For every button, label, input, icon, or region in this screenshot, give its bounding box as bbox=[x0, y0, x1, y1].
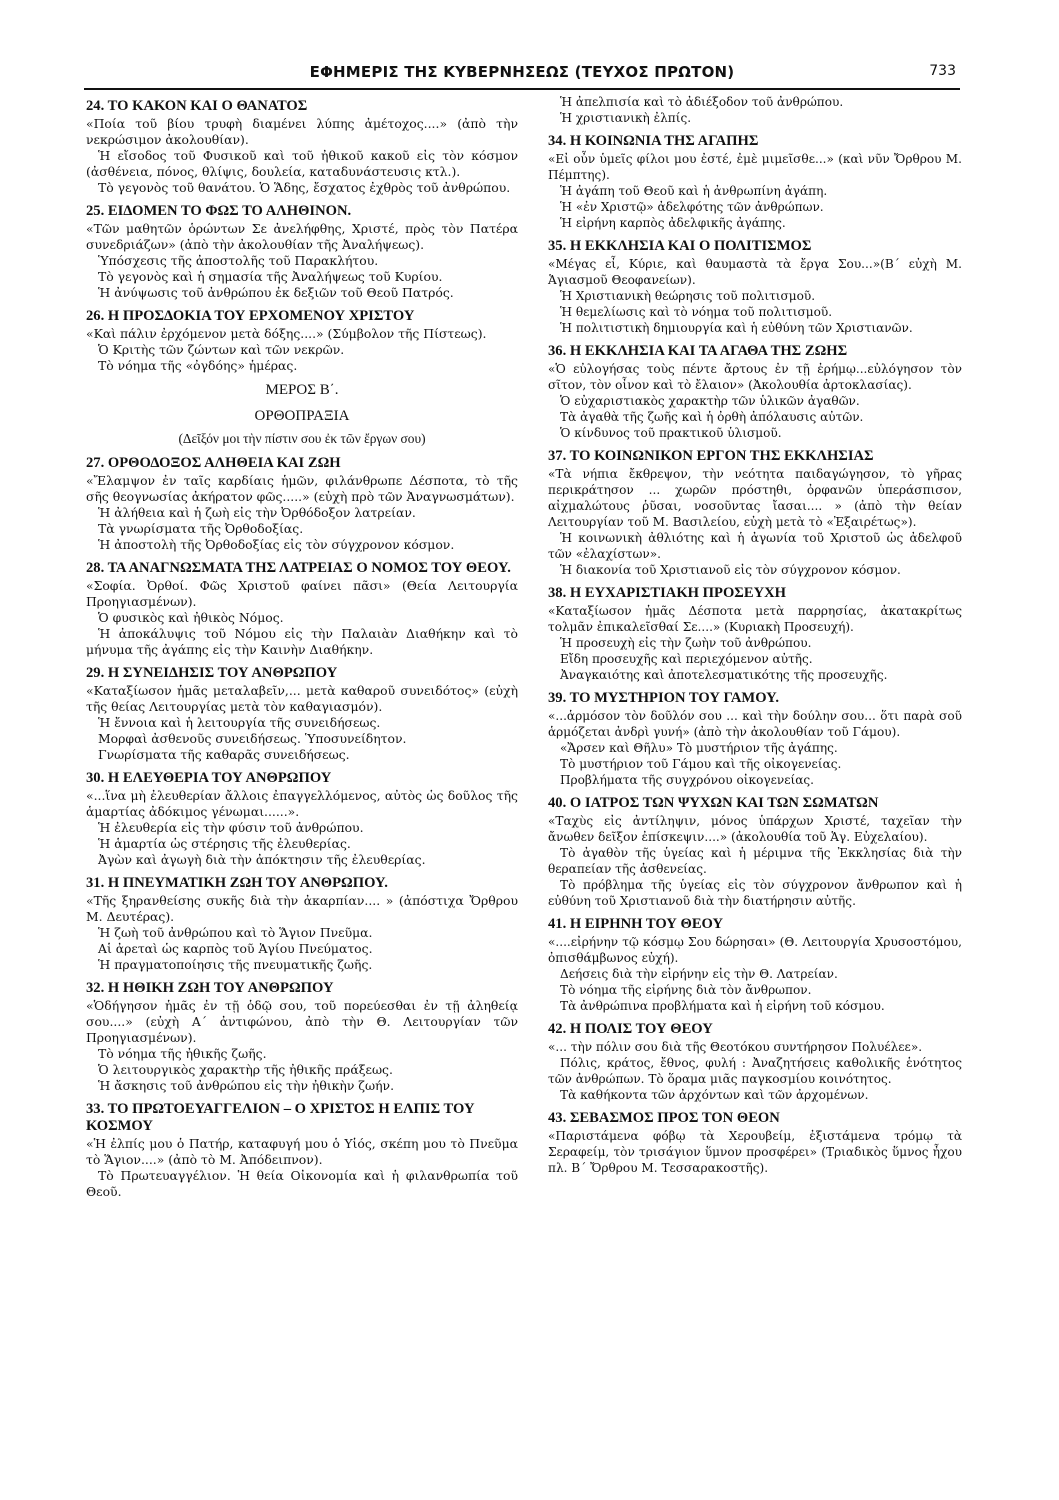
section-heading: 41. Η ΕΙΡΗΝΗ ΤΟΥ ΘΕΟΥ bbox=[548, 916, 724, 932]
quote-paragraph: «Καὶ πάλιν ἐρχόμενον μετὰ δόξης....» (Σύμβολον τῆς Πίστεως). bbox=[86, 326, 487, 341]
page-number: 733 bbox=[929, 63, 956, 79]
topic-line: Ἡ ἀποκάλυψις τοῦ Νόμου εἰς τὴν Παλαιὰν Διαθήκην καὶ τὸ μήνυμα τῆς ἀγάπης εἰς τὴν Καινὴν Διαθήκην. bbox=[86, 626, 518, 657]
section-heading: 43. ΣΕΒΑΣΜΟΣ ΠΡΟΣ ΤΟΝ ΘΕΟΝ bbox=[548, 1110, 780, 1126]
section-heading: 30. Η ΕΛΕΥΘΕΡΙΑ ΤΟΥ ΑΝΘΡΩΠΟΥ bbox=[86, 770, 332, 786]
topic-line: Πόλις, κράτος, ἔθνος, φυλή : Ἀναζητήσεις καθολικῆς ἑνότητος τῶν ἀνθρώπων. Τὸ ὅραμα μιᾶς παγκοσμίου κοινότητος. bbox=[548, 1056, 962, 1086]
topic-line: Ὑπόσχεσις τῆς ἀποστολῆς τοῦ Παρακλήτου. bbox=[98, 253, 379, 268]
quote-paragraph: «Παριστάμενα φόβῳ τὰ Χερουβείμ, ἐξιστάμενα τρόμῳ τὰ Σεραφείμ, τὸν τρισάγιον ὕμνον προσφέρει» (Τριαδικὸς ὕμνος ἦχου πλ. Β΄ Ὄρθρου Μ. Τεσσαρακοστῆς). bbox=[548, 1129, 962, 1175]
quote-paragraph: «Τῆς ξηρανθείσης συκῆς διὰ τὴν ἀκαρπίαν.... » (ἀπόστιχα Ὄρθρου Μ. Δευτέρας). bbox=[86, 893, 518, 924]
section-heading: 32. Η ΗΘΙΚΗ ΖΩΗ ΤΟΥ ΑΝΘΡΩΠΟΥ bbox=[86, 980, 334, 996]
quote-paragraph: «Ὁδήγησον ἡμᾶς ἐν τῇ ὁδῷ σου, τοῦ πορεύεσθαι ἐν τῇ ἀληθείᾳ σου....» (εὐχὴ Α΄ ἀντιφώνου, ἀπὸ τὴν Θ. Λειτουργίαν τῶν Προηγιασμένων). bbox=[86, 998, 518, 1045]
topic-line: «Ἄρσεν καὶ Θῆλυ» Τὸ μυστήριον τῆς ἀγάπης. bbox=[560, 741, 838, 755]
topic-line: Ὁ φυσικὸς καὶ ἠθικὸς Νόμος. bbox=[98, 610, 284, 625]
topic-line: Ἡ πραγματοποίησις τῆς πνευματικῆς ζωῆς. bbox=[98, 957, 373, 972]
quote-paragraph: «Ἔλαμψον ἐν ταῖς καρδίαις ἡμῶν, φιλάνθρωπε Δέσποτα, τὸ τῆς σῆς θεογνωσίας ἀκήρατον φῶς.....» (εὐχὴ πρὸ τῶν Ἀναγνωσμάτων). bbox=[86, 473, 518, 504]
topic-line: Ἡ ἀποστολὴ τῆς Ὀρθοδοξίας εἰς τὸν σύγχρονον κόσμον. bbox=[98, 537, 455, 552]
section-heading: 38. Η ΕΥΧΑΡΙΣΤΙΑΚΗ ΠΡΟΣΕΥΧΗ bbox=[548, 585, 787, 601]
topic-line: Ἡ «ἐν Χριστῷ» ἀδελφότης τῶν ἀνθρώπων. bbox=[560, 200, 824, 214]
topic-line: Τὸ μυστήριον τοῦ Γάμου καὶ τῆς οἰκογενείας. bbox=[560, 757, 842, 771]
section-heading: 34. Η ΚΟΙΝΩΝΙΑ ΤΗΣ ΑΓΑΠΗΣ bbox=[548, 133, 759, 149]
quote-paragraph: «Εἰ οὖν ὑμεῖς φίλοι μου ἐστέ, ἐμὲ μιμεῖσθε...» (καὶ νῦν Ὄρθρου Μ. Πέμπτης). bbox=[548, 152, 962, 182]
topic-line: Ἡ εἰρήνη καρπὸς ἀδελφικῆς ἀγάπης. bbox=[560, 216, 786, 230]
topic-line: Τὰ ἀνθρώπινα προβλήματα καὶ ἡ εἰρήνη τοῦ κόσμου. bbox=[560, 999, 885, 1013]
topic-line: Ἡ ἀλήθεια καὶ ἡ ζωὴ εἰς τὴν Ὀρθόδοξον λατρείαν. bbox=[98, 505, 416, 520]
section-heading: 42. Η ΠΟΛΙΣ ΤΟΥ ΘΕΟΥ bbox=[548, 1021, 713, 1037]
centered-heading: ΜΕΡΟΣ Β΄. bbox=[265, 382, 339, 398]
header-rule bbox=[84, 88, 960, 90]
page-header bbox=[84, 62, 960, 86]
topic-line: Τὰ ἀγαθὰ τῆς ζωῆς καὶ ἡ ὀρθὴ ἀπόλαυσις αὐτῶν. bbox=[560, 410, 864, 424]
quote-paragraph: «Τῶν μαθητῶν ὁρώντων Σε ἀνελήφθης, Χριστέ, πρὸς τὸν Πατέρα συνεδριάζων» (ἀπὸ τὴν ἀκολουθίαν τῆς Ἀναλήψεως). bbox=[86, 221, 518, 252]
section-heading: 40. Ο ΙΑΤΡΟΣ ΤΩΝ ΨΥΧΩΝ ΚΑΙ ΤΩΝ ΣΩΜΑΤΩΝ bbox=[548, 795, 879, 811]
section-heading: 36. Η ΕΚΚΛΗΣΙΑ ΚΑΙ ΤΑ ΑΓΑΘΑ ΤΗΣ ΖΩΗΣ bbox=[548, 343, 848, 359]
topic-line: Ἡ κοινωνικὴ ἀθλιότης καὶ ἡ ἀγωνία τοῦ Χριστοῦ ὡς ἀδελφοῦ τῶν «ἐλαχίστων». bbox=[548, 531, 962, 561]
topic-line: Ἀναγκαιότης καὶ ἀποτελεσματικότης τῆς προσευχῆς. bbox=[560, 668, 888, 682]
topic-line: Αἱ ἀρεταὶ ὡς καρπὸς τοῦ Ἁγίου Πνεύματος. bbox=[98, 941, 373, 956]
topic-line: Προβλήματα τῆς συγχρόνου οἰκογενείας. bbox=[560, 773, 815, 787]
topic-line: Ἡ ἐλευθερία εἰς τὴν φύσιν τοῦ ἀνθρώπου. bbox=[98, 820, 364, 835]
topic-line: Ἡ ἀνύψωσις τοῦ ἀνθρώπου ἐκ δεξιῶν τοῦ Θεοῦ Πατρός. bbox=[98, 285, 454, 300]
quote-paragraph: «Καταξίωσον ἡμᾶς Δέσποτα μετὰ παρρησίας, ἀκατακρίτως τολμᾶν ἐπικαλεῖσθαί Σε....» (Κυριακὴ Προσευχή). bbox=[548, 604, 962, 634]
topic-line: Ἡ Χριστιανικὴ θεώρησις τοῦ πολιτισμοῦ. bbox=[560, 289, 816, 303]
topic-line: Ὁ εὐχαριστιακὸς χαρακτὴρ τῶν ὑλικῶν ἀγαθῶν. bbox=[560, 394, 860, 408]
quote-paragraph: «....εἰρήνην τῷ κόσμῳ Σου δώρησαι» (Θ. Λειτουργία Χρυσοστόμου, ὀπισθάμβωνος εὐχή). bbox=[548, 935, 962, 965]
section-heading: 29. Η ΣΥΝΕΙΔΗΣΙΣ ΤΟΥ ΑΝΘΡΩΠΟΥ bbox=[86, 665, 338, 681]
right-column bbox=[548, 94, 962, 1176]
section-heading: 35. Η ΕΚΚΛΗΣΙΑ ΚΑΙ Ο ΠΟΛΙΤΙΣΜΟΣ bbox=[548, 238, 812, 254]
topic-line: Τὸ νόημα τῆς ἠθικῆς ζωῆς. bbox=[98, 1046, 267, 1061]
section-heading: 27. ΟΡΘΟΔΟΞΟΣ ΑΛΗΘΕΙΑ ΚΑΙ ΖΩΗ bbox=[86, 455, 341, 471]
topic-line: Τὰ καθήκοντα τῶν ἀρχόντων καὶ τῶν ἀρχομένων. bbox=[560, 1088, 869, 1102]
centered-heading: ΟΡΘΟΠΡΑΞΙΑ bbox=[254, 408, 350, 424]
quote-paragraph: «...ἁρμόσον τὸν δοῦλόν σου ... καὶ τὴν δούλην σου... ὅτι παρὰ σοῦ ἁρμόζεται ἀνδρὶ γυνή» (ἀπὸ τὴν ἀκολουθίαν τοῦ Γάμου). bbox=[548, 709, 962, 739]
section-heading: 31. Η ΠΝΕΥΜΑΤΙΚΗ ΖΩΗ ΤΟΥ ΑΝΘΡΩΠΟΥ. bbox=[86, 875, 388, 891]
topic-line: Τὸ πρόβλημα τῆς ὑγείας εἰς τὸν σύγχρονον ἄνθρωπον καὶ ἡ εὐθύνη τοῦ Χριστιανοῦ διὰ τὴν διατήρησιν αὐτῆς. bbox=[548, 878, 962, 908]
quote-paragraph: «Μέγας εἶ, Κύριε, καὶ θαυμαστὰ τὰ ἔργα Σου...»(Β΄ εὐχὴ Μ. Ἁγιασμοῦ Θεοφανείων). bbox=[548, 257, 962, 287]
section-heading: 39. ΤΟ ΜΥΣΤΗΡΙΟΝ ΤΟΥ ΓΑΜΟΥ. bbox=[548, 690, 780, 706]
topic-line: Ἡ ἀγάπη τοῦ Θεοῦ καὶ ἡ ἀνθρωπίνη ἀγάπη. bbox=[560, 184, 828, 198]
topic-line: Μορφαὶ ἀσθενοῦς συνειδήσεως. Ὑποσυνείδητον. bbox=[98, 731, 407, 746]
topic-line: Ἡ θεμελίωσις καὶ τὸ νόημα τοῦ πολιτισμοῦ. bbox=[560, 305, 833, 319]
topic-line: Τὸ νόημα τῆς εἰρήνης διὰ τὸν ἄνθρωπον. bbox=[560, 983, 812, 997]
quote-paragraph: «Καταξίωσον ἡμᾶς μεταλαβεῖν,... μετὰ καθαροῦ συνειδότος» (εὐχὴ τῆς θείας Λειτουργίας μετὰ τὸν καθαγιασμόν). bbox=[86, 683, 518, 714]
topic-line: Τὸ γεγονὸς τοῦ θανάτου. Ὁ Ἅδης, ἔσχατος ἐχθρὸς τοῦ ἀνθρώπου. bbox=[98, 180, 511, 195]
section-heading: 26. Η ΠΡΟΣΔΟΚΙΑ ΤΟΥ ΕΡΧΟΜΕΝΟΥ ΧΡΙΣΤΟΥ bbox=[86, 308, 415, 324]
topic-line: Γνωρίσματα τῆς καθαρᾶς συνειδήσεως. bbox=[98, 747, 350, 762]
topic-line: Εἴδη προσευχῆς καὶ περιεχόμενον αὐτῆς. bbox=[560, 652, 813, 666]
topic-line: Τὸ Πρωτευαγγέλιον. Ἡ θεία Οἰκονομία καὶ ἡ φιλανθρωπία τοῦ Θεοῦ. bbox=[86, 1168, 518, 1199]
quote-paragraph: «...ἵνα μὴ ἐλευθερίαν ἄλλοις ἐπαγγελλόμενος, αὐτὸς ὡς δοῦλος τῆς ἁμαρτίας ἀδόκιμος γένωμαι......». bbox=[86, 788, 518, 819]
topic-line: Τὸ γεγονὸς καὶ ἡ σημασία τῆς Ἀναλήψεως τοῦ Κυρίου. bbox=[98, 269, 443, 284]
gazette-title: ΕΦΗΜΕΡΙΣ ΤΗΣ ΚΥΒΕΡΝΗΣΕΩΣ (ΤΕΥΧΟΣ ΠΡΩΤΟΝ) bbox=[309, 63, 735, 81]
quote-paragraph: «Ποία τοῦ βίου τρυφὴ διαμένει λύπης ἀμέτοχος....» (ἀπὸ τὴν νεκρώσιμον ἀκολουθίαν). bbox=[86, 116, 518, 147]
section-heading: 24. ΤΟ ΚΑΚΟΝ ΚΑΙ Ο ΘΑΝΑΤΟΣ bbox=[86, 98, 308, 114]
topic-line: Τὸ νόημα τῆς «ὀγδόης» ἡμέρας. bbox=[98, 358, 298, 373]
quote-paragraph: «Ὁ εὐλογήσας τοὺς πέντε ἄρτους ἐν τῇ ἐρήμῳ...εὐλόγησον τὸν σῖτον, τὸν οἶνον καὶ τὸ ἔλαιον» (Ἀκολουθία ἀρτοκλασίας). bbox=[548, 362, 962, 392]
quote-paragraph: «Ἡ ἐλπίς μου ὁ Πατήρ, καταφυγή μου ὁ Υἱός, σκέπη μου τὸ Πνεῦμα τὸ Ἅγιον....» (ἀπὸ τὸ Μ. Ἀπόδειπνον). bbox=[86, 1136, 518, 1167]
topic-line: Ἡ ζωὴ τοῦ ἀνθρώπου καὶ τὸ Ἅγιον Πνεῦμα. bbox=[98, 925, 373, 940]
left-column bbox=[86, 94, 518, 1200]
topic-line: Ἡ ἄσκησις τοῦ ἀνθρώπου εἰς τὴν ἠθικὴν ζωήν. bbox=[98, 1078, 395, 1093]
topic-line: Δεήσεις διὰ τὴν εἰρήνην εἰς τὴν Θ. Λατρείαν. bbox=[560, 967, 838, 981]
quote-paragraph: «Σοφία. Ὀρθοί. Φῶς Χριστοῦ φαίνει πᾶσι» (Θεία Λειτουργία Προηγιασμένων). bbox=[86, 578, 518, 609]
centered-subtitle: (Δεῖξόν μοι τὴν πίστιν σου ἐκ τῶν ἔργων σου) bbox=[178, 431, 426, 446]
section-heading: 33. ΤΟ ΠΡΩΤΟΕΥΑΓΓΕΛΙΟΝ – Ο ΧΡΙΣΤΟΣ Η ΕΛΠΙΣ ΤΟΥ ΚΟΣΜΟΥ bbox=[86, 1101, 475, 1134]
topic-line: Ἡ εἴσοδος τοῦ Φυσικοῦ καὶ τοῦ ἠθικοῦ κακοῦ εἰς τὸν κόσμον (ἀσθένεια, πόνος, θλίψις, δουλεία, καταδυνάστευσις κτλ.). bbox=[86, 148, 518, 179]
topic-line: Ἡ ἔννοια καὶ ἡ λειτουργία τῆς συνειδήσεως. bbox=[98, 715, 381, 730]
topic-line: Ἡ ἁμαρτία ὡς στέρησις τῆς ἐλευθερίας. bbox=[98, 836, 351, 851]
quote-paragraph: «Ταχὺς εἰς ἀντίληψιν, μόνος ὑπάρχων Χριστέ, ταχεῖαν τὴν ἄνωθεν δεῖξον ἐπίσκεψιν....» (ἀκολουθία τοῦ Ἁγ. Εὐχελαίου). bbox=[548, 814, 962, 844]
section-heading: 28. ΤΑ ΑΝΑΓΝΩΣΜΑΤΑ ΤΗΣ ΛΑΤΡΕΙΑΣ Ο ΝΟΜΟΣ ΤΟΥ ΘΕΟΥ. bbox=[86, 560, 511, 576]
topic-line: Ἡ προσευχὴ εἰς τὴν ζωὴν τοῦ ἀνθρώπου. bbox=[560, 636, 812, 650]
topic-line: Ἡ πολιτιστικὴ δημιουργία καὶ ἡ εὐθύνη τῶν Χριστιανῶν. bbox=[560, 321, 913, 335]
topic-line: Ὁ λειτουργικὸς χαρακτὴρ τῆς ἠθικῆς πράξεως. bbox=[98, 1062, 393, 1077]
topic-line: Ἀγὼν καὶ ἀγωγὴ διὰ τὴν ἀπόκτησιν τῆς ἐλευθερίας. bbox=[98, 852, 426, 867]
topic-line: Ἡ ἀπελπισία καὶ τὸ ἀδιέξοδον τοῦ ἀνθρώπου. bbox=[560, 95, 844, 109]
quote-paragraph: «... τὴν πόλιν σου διὰ τῆς Θεοτόκου συντήρησον Πολυέλεε». bbox=[548, 1040, 923, 1054]
topic-line: Τὸ ἀγαθὸν τῆς ὑγείας καὶ ἡ μέριμνα τῆς Ἐκκλησίας διὰ τὴν θεραπείαν τῆς ἀσθενείας. bbox=[548, 846, 962, 876]
topic-line: Ἡ χριστιανικὴ ἐλπίς. bbox=[560, 111, 692, 125]
topic-line: Ἡ διακονία τοῦ Χριστιανοῦ εἰς τὸν σύγχρονον κόσμον. bbox=[560, 563, 901, 577]
topic-line: Ὁ κίνδυνος τοῦ πρακτικοῦ ὑλισμοῦ. bbox=[560, 426, 782, 440]
section-heading: 25. ΕΙΔΟΜΕΝ ΤΟ ΦΩΣ ΤΟ ΑΛΗΘΙΝΟΝ. bbox=[86, 203, 352, 219]
quote-paragraph: «Τὰ νήπια ἔκθρεψον, τὴν νεότητα παιδαγώγησον, τὸ γῆρας περικράτησον ... χωρῶν πρόστηθι, ὀρφανῶν ὑπεράσπισον, αἰχμαλώτους ῥῦσαι, νοσοῦντας ἴασαι.... » (ἀπὸ τὴν θείαν Λειτουργίαν τοῦ Μ. Βασιλείου, εὐχὴ μετὰ τὸ «Ἐξαιρέτως»). bbox=[548, 467, 962, 529]
section-heading: 37. ΤΟ ΚΟΙΝΩΝΙΚΟΝ ΕΡΓΟΝ ΤΗΣ ΕΚΚΛΗΣΙΑΣ bbox=[548, 448, 874, 464]
topic-line: Τὰ γνωρίσματα τῆς Ὀρθοδοξίας. bbox=[98, 521, 304, 536]
topic-line: Ὁ Κριτὴς τῶν ζώντων καὶ τῶν νεκρῶν. bbox=[98, 342, 345, 357]
